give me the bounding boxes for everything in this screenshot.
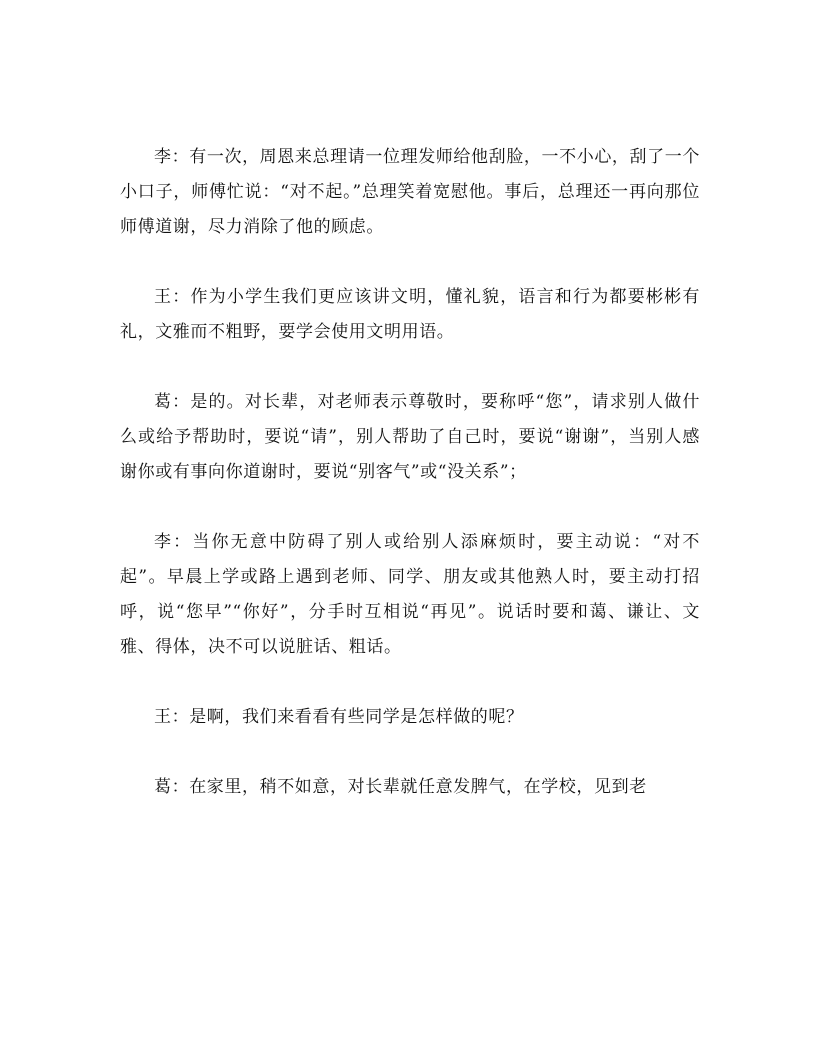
paragraph-ge-polite-words: 葛：是的。对长辈，对老师表示尊敬时，要称呼“您”，请求别人做什么或给予帮助时，要说“请”，别人帮助了自己时，要说“谢谢”，当别人感谢你或有事向你道谢时，要说“别客气”或“没关系”； (120, 392, 700, 482)
paragraph-ge-behavior: 葛：在家里，稍不如意，对长辈就任意发脾气，在学校，见到老 (154, 777, 647, 797)
paragraph-wang-question: 王：是啊，我们来看看有些同学是怎样做的呢？ (154, 707, 524, 727)
paragraph-wang-civility: 王：作为小学生我们更应该讲文明，懂礼貌，语言和行为都要彬彬有礼，文雅而不粗野，要学会使用文明用语。 (120, 287, 700, 342)
paragraph-li-zhou-enlai-story: 李：有一次，周恩来总理请一位理发师给他刮脸，一不小心，刮了一个小口子，师傅忙说：“对不起。”总理笑着宽慰他。事后，总理还一再向那位师傅道谢，尽力消除了他的顾虑。 (120, 147, 700, 237)
document-body (120, 140, 700, 840)
paragraph-li-greetings: 李：当你无意中防碍了别人或给别人添麻烦时，要主动说：“对不起”。早晨上学或路上遇到老师、同学、朋友或其他熟人时，要主动打招呼，说“您早”“你好”，分手时互相说“再见”。说话时要和蔼、谦让、文雅、得体，决不可以说脏话、粗话。 (120, 532, 700, 657)
